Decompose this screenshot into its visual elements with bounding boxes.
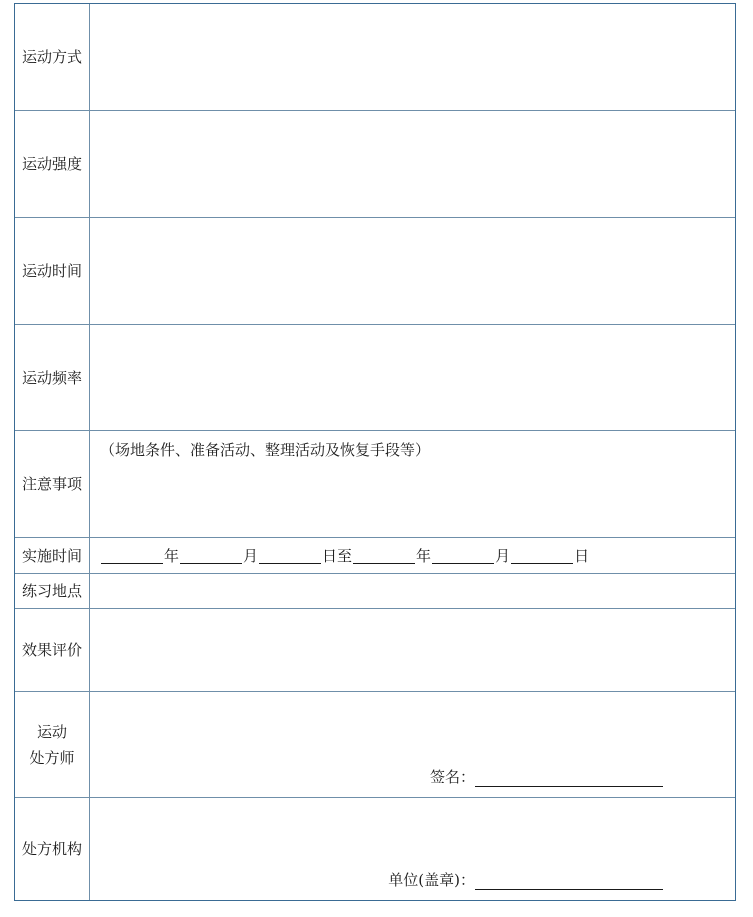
label-precautions: 注意事项 — [15, 431, 90, 537]
label-exercise-intensity: 运动强度 — [15, 111, 90, 217]
field-prescriber — [91, 692, 735, 797]
row-implementation-period — [15, 537, 735, 573]
stamp-blank[interactable] — [475, 873, 663, 890]
row-prescribing-institution — [15, 797, 735, 900]
unit-year: 年 — [164, 547, 180, 565]
unit-day-to: 日至 — [322, 547, 353, 565]
start-month-blank[interactable] — [180, 547, 242, 564]
label-implementation-period: 实施时间 — [15, 538, 90, 573]
field-exercise-duration[interactable] — [91, 218, 735, 324]
field-prescribing-institution — [91, 798, 735, 900]
field-exercise-intensity[interactable] — [91, 111, 735, 217]
stamp-label: 单位(盖章)： — [388, 871, 475, 889]
label-exercise-duration: 运动时间 — [15, 218, 90, 324]
label-prescriber: 运动 处方师 — [15, 692, 90, 797]
end-year-blank[interactable] — [353, 547, 415, 564]
field-effect-evaluation[interactable] — [91, 609, 735, 691]
row-practice-location — [15, 573, 735, 608]
unit-year-end: 年 — [416, 547, 432, 565]
row-exercise-duration — [15, 217, 735, 324]
field-practice-location[interactable] — [91, 574, 735, 608]
row-exercise-intensity — [15, 110, 735, 217]
unit-month: 月 — [243, 547, 259, 565]
label-exercise-frequency: 运动频率 — [15, 325, 90, 430]
stamp-line — [388, 869, 663, 890]
row-exercise-mode — [15, 4, 735, 110]
signature-blank[interactable] — [475, 770, 663, 787]
exercise-prescription-form — [14, 3, 736, 901]
row-precautions — [15, 430, 735, 537]
date-range — [100, 538, 589, 573]
end-day-blank[interactable] — [511, 547, 573, 564]
label-prescribing-institution: 处方机构 — [15, 798, 90, 900]
unit-month-end: 月 — [495, 547, 511, 565]
end-month-blank[interactable] — [432, 547, 494, 564]
field-implementation-period — [91, 538, 735, 573]
label-practice-location: 练习地点 — [15, 574, 90, 608]
start-day-blank[interactable] — [259, 547, 321, 564]
field-precautions[interactable] — [91, 431, 735, 537]
precautions-hint: （场地条件、准备活动、整理活动及恢复手段等） — [100, 441, 431, 459]
unit-day-end: 日 — [574, 547, 590, 565]
label-exercise-mode: 运动方式 — [15, 4, 90, 110]
start-year-blank[interactable] — [101, 547, 163, 564]
field-exercise-mode[interactable] — [91, 4, 735, 110]
row-exercise-frequency — [15, 324, 735, 430]
field-exercise-frequency[interactable] — [91, 325, 735, 430]
row-effect-evaluation — [15, 608, 735, 691]
label-effect-evaluation: 效果评价 — [15, 609, 90, 691]
signature-label: 签名： — [429, 768, 475, 786]
row-prescriber — [15, 691, 735, 797]
signature-line — [430, 766, 663, 787]
